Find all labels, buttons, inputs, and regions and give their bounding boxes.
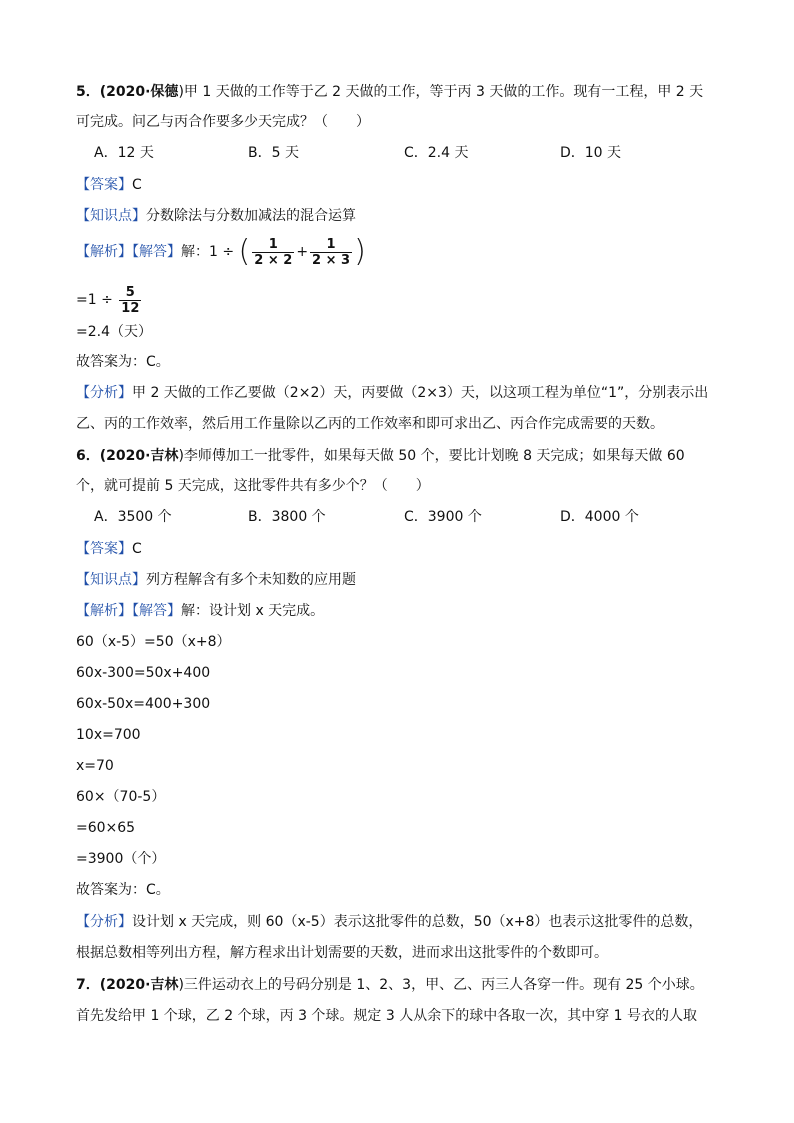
kp-text: 列方程解含有多个未知数的应用题 [146,572,356,588]
q5-stem-line1 [76,82,703,102]
q5-number: 5．( [76,84,107,100]
fraction-5-12: $\frac{5}{12}$ [121,284,140,316]
right-paren: ) [354,234,366,269]
q6-step: =3900（个） [76,851,166,867]
q5-option-d: D．10 天 [560,145,622,161]
kp-label: 【知识点】 [76,572,146,588]
answer-label: 【答案】 [76,541,132,557]
plus-sign: + [296,244,309,260]
q7-stem-line2: 首先发给甲 1 个球，乙 2 个球，丙 3 个球。规定 3 人从余下的球中各取一次，其中穿 1 号衣的人取 [76,1008,698,1024]
kp-label: 【知识点】 [76,208,146,224]
q6-answer [76,539,142,559]
q6-source: 2020·吉林 [106,448,179,464]
q6-option-d: D．4000 个 [560,509,639,525]
q5-knowledge-point [76,206,356,226]
fenxi-text: 设计划 x 天完成，则 60（x-5）表示这批零件的总数，50（x+8）也表示这批零件的总数， [132,914,703,930]
solve-label: 【解答】 [132,244,181,260]
q6-stem-text: )李师傅加工一批零件，如果每天做 50 个，要比计划晚 8 天完成；如果每天做 60 [178,448,685,464]
q6-stem-line2: 个，就可提前 5 天完成，这批零件共有多少个？（ ） [76,478,430,494]
q5-answer [76,175,142,195]
fenxi-label: 【分析】 [76,914,132,930]
answer-value: C [132,541,142,557]
q6-step: 60x-50x=400+300 [76,696,211,712]
q5-option-a: A．12 天 [94,145,154,161]
q5-option-c: C．2.4 天 [404,145,469,161]
q6-solution [76,601,324,621]
solve-label: 【解答】 [132,603,181,619]
q5-step2: =2.4（天） [76,324,152,340]
q7-stem-line1 [76,975,704,995]
analysis-label: 【解析】 [76,244,132,260]
q7-stem-text: )三件运动衣上的号码分别是 1、2、3，甲、乙、丙三人各穿一件。现有 25 个小球。 [178,977,704,993]
q6-step: 10x=700 [76,727,141,743]
solve-prefix: 解：1 ÷ [181,244,235,260]
solve-text: 解：设计划 x 天完成。 [181,603,325,619]
q6-analysis-line2: 根据总数相等列出方程，解方程求出计划需要的天数，进而求出这批零件的个数即可。 [76,945,608,961]
q6-conclusion: 故答案为：C。 [76,882,170,898]
fenxi-text: 甲 2 天做的工作乙要做（2×2）天，丙要做（2×3）天，以这项工程为单位“1”，分别表示出 [132,385,709,401]
q5-solution [76,232,366,272]
q6-option-b: B．3800 个 [248,509,326,525]
q6-step: 60×（70-5） [76,789,166,805]
q7-number: 7．( [76,977,107,993]
q5-step1 [76,282,143,318]
q5-analysis-line1 [76,383,708,403]
q6-step: 60x-300=50x+400 [76,665,211,681]
step1-prefix: =1 ÷ [76,292,113,308]
left-paren: ( [238,234,251,269]
q6-option-c: C．3900 个 [404,509,482,525]
q5-source: 2020·保德 [106,84,179,100]
q5-stem-line2: 可完成。问乙与丙合作要多少天完成？（ ） [76,114,370,130]
q5-conclusion: 故答案为：C。 [76,354,170,370]
kp-text: 分数除法与分数加减法的混合运算 [146,208,356,224]
q5-analysis-line2: 乙、丙的工作效率，然后用工作量除以乙丙的工作效率和即可求出乙、丙合作完成需要的天数。 [76,416,664,432]
q6-step: 60（x-5）=50（x+8） [76,634,231,650]
q7-source: 2020·吉林 [106,977,179,993]
q6-step: x=70 [76,758,114,774]
answer-label: 【答案】 [76,177,132,193]
q6-analysis-line1 [76,912,702,932]
q6-knowledge-point [76,570,356,590]
q6-step: =60×65 [76,820,136,836]
q5-option-b: B．5 天 [248,145,299,161]
q6-option-a: A．3500 个 [94,509,172,525]
q5-stem-text: )甲 1 天做的工作等于乙 2 天做的工作，等于丙 3 天做的工作。现有一工程，甲 2 天 [178,84,704,100]
q6-number: 6．( [76,448,107,464]
fraction-1: $\frac{1}{2 \times 2}$ [254,236,293,268]
fenxi-label: 【分析】 [76,385,132,401]
answer-value: C [132,177,142,193]
q6-stem-line1 [76,446,685,466]
fraction-2: $\frac{1}{2 \times 3}$ [312,236,351,268]
analysis-label: 【解析】 [76,603,132,619]
